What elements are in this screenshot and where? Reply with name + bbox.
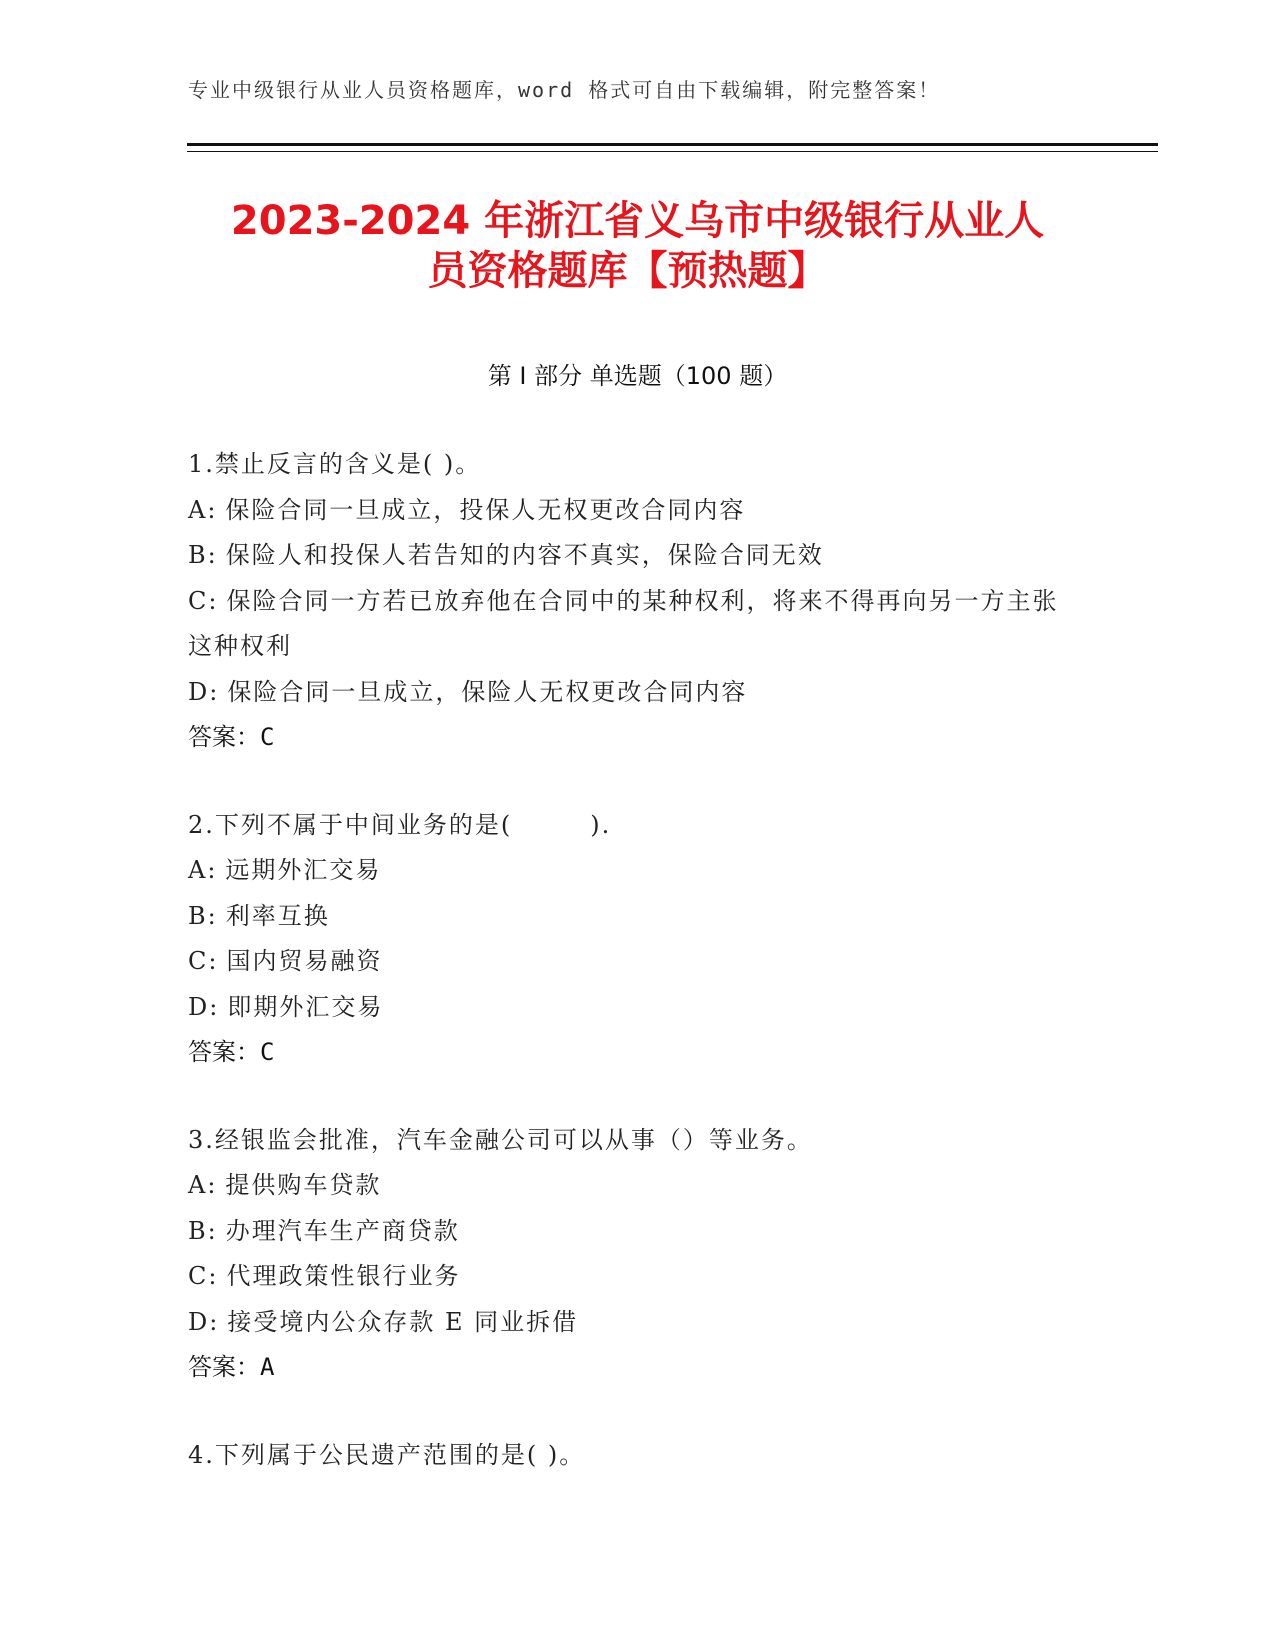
answer-label: 答案： bbox=[188, 1038, 260, 1066]
option-text: 即期外汇交易 bbox=[227, 992, 384, 1021]
header-rule-thick bbox=[187, 143, 1158, 146]
option-text: 利率互换 bbox=[225, 901, 330, 930]
answer-line bbox=[188, 1030, 1088, 1076]
option-text: 接受境内公众存款 E 同业拆借 bbox=[227, 1307, 579, 1336]
option-text: 国内贸易融资 bbox=[226, 947, 383, 975]
question-stem: 3.经银监会批准，汽车金融公司可以从事（）等业务。 bbox=[188, 1125, 813, 1154]
option-text: 保险合同一旦成立，保险人无权更改合同内容 bbox=[227, 677, 748, 706]
option-a bbox=[188, 1163, 1088, 1209]
option-key: D: bbox=[188, 1307, 220, 1336]
option-b bbox=[188, 533, 1088, 579]
option-key: C: bbox=[188, 947, 219, 975]
answer-label: 答案： bbox=[188, 1353, 260, 1381]
section-title: 第 I 部分 单选题（100 题） bbox=[487, 362, 788, 390]
option-key: D: bbox=[188, 992, 220, 1021]
option-text: 办理汽车生产商贷款 bbox=[225, 1216, 460, 1245]
option-d bbox=[188, 1300, 1088, 1346]
option-text: 保险人和投保人若告知的内容不真实，保险合同无效 bbox=[225, 541, 824, 569]
document-title-line-1: 2023-2024 年浙江省义乌市中级银行从业人 bbox=[230, 198, 1045, 244]
option-key: B: bbox=[188, 1216, 218, 1245]
option-c bbox=[188, 579, 1068, 670]
question-1 bbox=[188, 442, 1088, 761]
option-d bbox=[188, 670, 1088, 716]
question-list bbox=[188, 442, 1088, 1520]
option-key: B: bbox=[188, 541, 218, 569]
option-a bbox=[188, 488, 1088, 534]
option-text: 远期外汇交易 bbox=[225, 856, 382, 884]
option-key: A: bbox=[188, 1171, 218, 1199]
option-d bbox=[188, 985, 1088, 1031]
option-key: D: bbox=[188, 677, 220, 706]
answer-line bbox=[188, 715, 1088, 761]
question-stem: 1.禁止反言的含义是( )。 bbox=[188, 450, 482, 478]
document-title bbox=[0, 196, 1275, 296]
option-key: C: bbox=[188, 586, 219, 615]
question-2 bbox=[188, 803, 1088, 1076]
document-title-line-2: 员资格题库【预热题】 bbox=[427, 248, 828, 294]
option-text: 保险合同一旦成立，投保人无权更改合同内容 bbox=[225, 495, 746, 524]
question-4 bbox=[188, 1433, 1088, 1479]
option-b bbox=[188, 894, 1088, 940]
option-text: 保险合同一方若已放弃他在合同中的某种权利，将来不得再向另一方主张这种权利 bbox=[188, 586, 1059, 660]
option-b bbox=[188, 1209, 1088, 1255]
question-stem: 4.下列属于公民遗产范围的是( )。 bbox=[188, 1440, 586, 1469]
option-c bbox=[188, 1254, 1088, 1300]
answer-value: C bbox=[260, 1038, 275, 1066]
option-key: B: bbox=[188, 901, 218, 930]
option-key: A: bbox=[188, 495, 218, 524]
option-key: A: bbox=[188, 856, 218, 884]
option-key: C: bbox=[188, 1262, 219, 1290]
answer-line bbox=[188, 1345, 1088, 1391]
answer-label: 答案： bbox=[188, 723, 260, 751]
answer-value: C bbox=[260, 723, 275, 751]
option-text: 提供购车贷款 bbox=[225, 1171, 382, 1199]
header-rule-thin bbox=[187, 151, 1158, 152]
answer-value: A bbox=[260, 1353, 275, 1381]
question-3 bbox=[188, 1118, 1088, 1391]
header-note: 专业中级银行从业人员资格题库，word 格式可自由下载编辑，附完整答案！ bbox=[188, 78, 941, 102]
option-a bbox=[188, 848, 1088, 894]
option-c bbox=[188, 939, 1088, 985]
option-text: 代理政策性银行业务 bbox=[226, 1262, 461, 1290]
question-stem: 2.下列不属于中间业务的是( ). bbox=[188, 810, 612, 839]
